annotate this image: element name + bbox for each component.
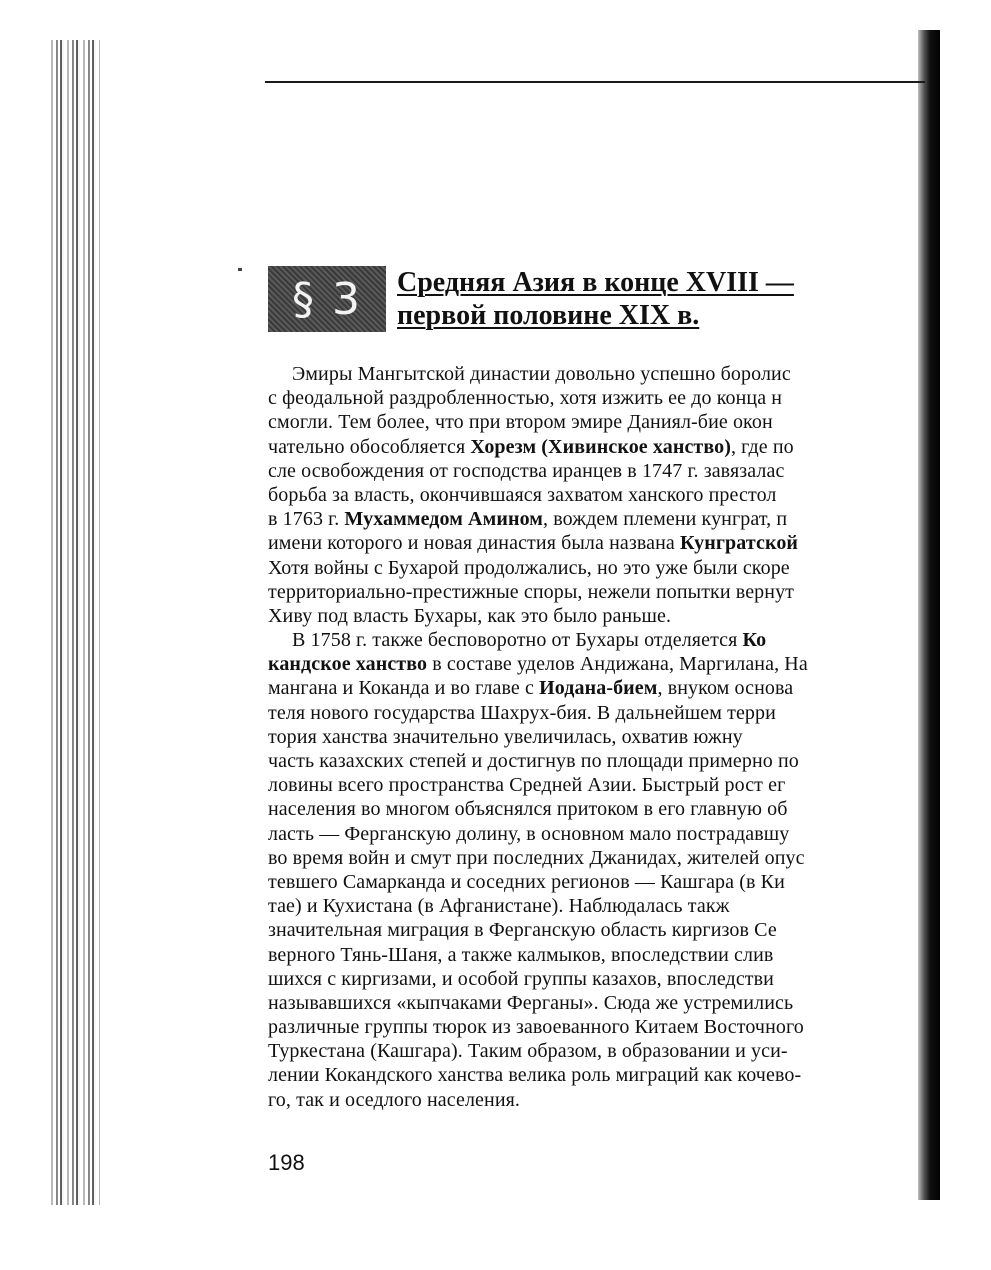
text-line <box>268 943 933 967</box>
section-number-badge <box>268 266 386 332</box>
text-run: называвшихся «кыпчаками Ферганы». Сюда же устремились <box>268 991 794 1014</box>
section-number: § 3 <box>292 273 362 325</box>
text-run: чательно обособляется <box>268 435 471 458</box>
text-line <box>268 967 933 991</box>
text-run: населения во многом объяснялся притоком в его главную об <box>268 798 788 821</box>
text-run: тория ханства значительно увеличилась, охватив южну <box>268 725 743 748</box>
text-line <box>268 676 933 700</box>
text-run: теля нового государства Шахрух-бия. В дальнейшем терри <box>268 701 776 724</box>
text-line <box>268 556 933 580</box>
text-run: Хиву под власть Бухары, как это было раньше. <box>268 604 672 627</box>
text-line <box>268 870 933 894</box>
text-line <box>268 580 933 604</box>
text-run: борьба за власть, окончившаяся захватом ханского престол <box>268 483 777 506</box>
body-text <box>268 362 933 1112</box>
text-line <box>268 1088 933 1112</box>
text-line <box>268 749 933 773</box>
text-line <box>268 894 933 918</box>
text-run: , где по <box>730 435 794 458</box>
bold-term: Ко <box>742 629 767 652</box>
text-run: го, так и оседлого населения. <box>268 1088 521 1111</box>
text-line <box>268 991 933 1015</box>
section-title-line-2: первой половине XIX в. <box>397 300 700 331</box>
text-run: часть казахских степей и достигнув по площади примерно по <box>268 750 799 772</box>
text-run: верного Тянь-Шаня, а также калмыков, впоследствии слив <box>268 943 774 966</box>
section-title-line-1: Средняя Азия в конце XVIII — <box>397 267 794 298</box>
text-line <box>268 725 933 749</box>
text-run: значительная миграция в Ферганскую область киргизов Се <box>268 919 777 942</box>
text-run: шихся с киргизами, и особой группы казахов, впоследстви <box>268 967 774 990</box>
bold-term: кандское ханство <box>268 653 428 676</box>
text-line <box>268 531 933 555</box>
text-line <box>268 628 933 652</box>
bold-term: Мухаммедом Амином <box>344 508 544 531</box>
header-rule <box>265 81 925 83</box>
paragraph-2 <box>268 628 933 1112</box>
paragraph-1 <box>268 362 933 628</box>
text-line <box>268 701 933 725</box>
text-line <box>268 386 933 410</box>
section-title <box>397 266 877 332</box>
text-run: в составе уделов Андижана, Маргилана, На <box>427 653 808 676</box>
text-line <box>268 1063 933 1087</box>
text-run: имени которого и новая династия была названа <box>268 532 680 555</box>
text-run: различные группы тюрок из завоеванного Китаем Восточного <box>268 1016 804 1039</box>
text-run: во время войн и смут при последних Джанидах, жителей опус <box>268 846 805 869</box>
text-run: территориально-престижные споры, нежели попытки вернут <box>268 580 795 603</box>
text-line <box>268 435 933 459</box>
text-run: лении Кокандского ханства велика роль миграций как кочево- <box>268 1064 802 1087</box>
text-run: Хотя войны с Бухарой продолжались, но это уже были скоре <box>268 556 790 579</box>
text-run: ловины всего пространства Средней Азии. Быстрый рост ег <box>268 774 786 797</box>
text-line <box>268 822 933 846</box>
text-line <box>268 507 933 531</box>
text-line <box>268 604 933 628</box>
text-run: , вождем племени кунграт, п <box>543 508 788 531</box>
page-number: 198 <box>268 1150 305 1175</box>
text-run: мангана и Коканда и во главе с <box>268 677 540 700</box>
scan-speck <box>238 268 242 271</box>
text-run: Туркестана (Кашгара). Таким образом, в образовании и уси- <box>268 1040 788 1063</box>
text-line <box>268 797 933 821</box>
text-line <box>268 483 933 507</box>
bold-term: Хорезм (Хивинское ханство) <box>470 435 731 458</box>
text-line <box>268 410 933 434</box>
text-run: Эмиры Мангытской династии довольно успешно боролис <box>292 363 791 385</box>
text-line <box>268 362 933 386</box>
text-run: ласть — Ферганскую долину, в основном мало пострадавшу <box>268 822 790 845</box>
text-line <box>268 1015 933 1039</box>
text-run: смогли. Тем более, что при втором эмире Даниял-бие окон <box>268 411 773 434</box>
text-run: тевшего Самарканда и соседних регионов — Кашгара (в Ки <box>268 870 785 893</box>
text-run: сле освобождения от господства иранцев в 1747 г. завязалас <box>268 459 785 482</box>
text-line <box>268 773 933 797</box>
text-run: в 1763 г. <box>268 508 345 531</box>
text-line <box>268 459 933 483</box>
bold-term: Иодана-бием <box>539 677 658 700</box>
scan-binding-shadow <box>48 40 100 1205</box>
text-line <box>268 918 933 942</box>
text-run: тае) и Кухистана (в Афганистане). Наблюдалась такж <box>268 895 730 918</box>
text-run: , внуком основа <box>657 677 794 700</box>
bold-term: Кунгратской <box>680 532 799 555</box>
text-run: с феодальной раздробленностью, хотя изжить ее до конца н <box>268 387 783 410</box>
text-run: В 1758 г. также бесповоротно от Бухары отделяется <box>292 629 743 652</box>
text-line <box>268 846 933 870</box>
text-line <box>268 1039 933 1063</box>
text-line <box>268 652 933 676</box>
